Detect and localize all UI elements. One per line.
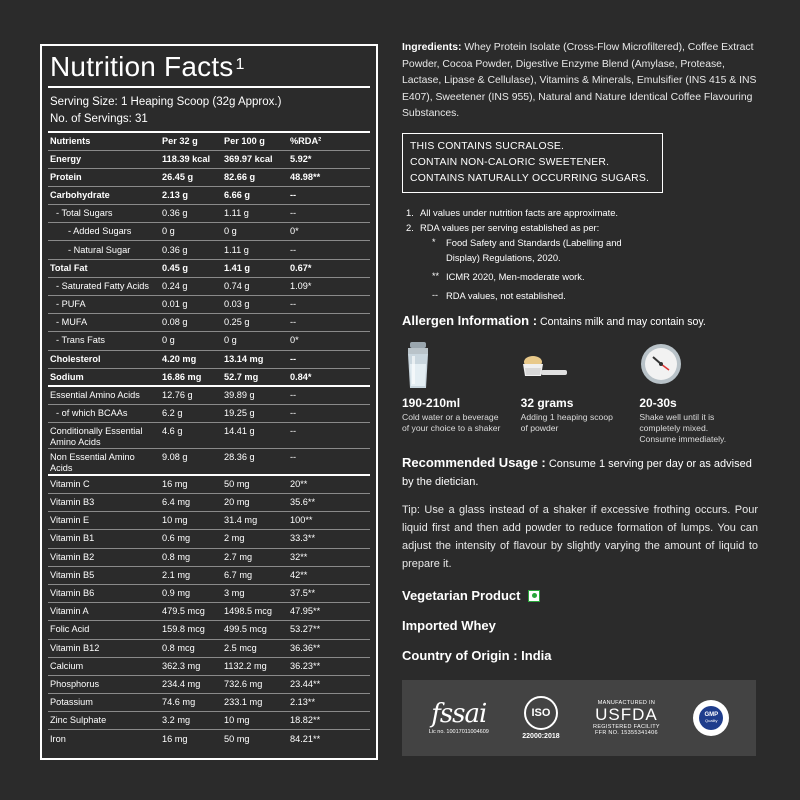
preparation-steps: [402, 342, 758, 450]
value-per-32g: 0.01 g: [160, 296, 222, 314]
value-rda: 84.21**: [288, 730, 370, 748]
value-per-32g: 234.4 mg: [160, 675, 222, 693]
value-rda: 20**: [288, 475, 370, 493]
header-nutrients: Nutrients: [48, 132, 160, 150]
nutrient-name: Vitamin A: [48, 603, 160, 621]
value-per-100g: 28.36 g: [222, 449, 288, 476]
value-rda: --: [288, 449, 370, 476]
value-per-100g: 31.4 mg: [222, 512, 288, 530]
value-per-100g: 0 g: [222, 332, 288, 350]
nutrition-table: [48, 131, 370, 748]
value-per-100g: 369.97 kcal: [222, 150, 288, 168]
table-row: [48, 405, 370, 423]
table-row: [48, 423, 370, 449]
step-water: [402, 342, 521, 450]
fssai-logo: fssai Lic no. 10017011004609: [428, 699, 489, 735]
value-per-100g: 1.11 g: [222, 241, 288, 259]
water-amount: 190-210ml: [402, 395, 461, 410]
value-per-100g: 0.74 g: [222, 277, 288, 295]
nutrient-name: Folic Acid: [48, 621, 160, 639]
value-rda: 1.09*: [288, 277, 370, 295]
nutrient-name: Carbohydrate: [48, 186, 160, 204]
value-per-32g: 16.86 mg: [160, 368, 222, 386]
nutrient-name: - Trans Fats: [48, 332, 160, 350]
value-per-32g: 118.39 kcal: [160, 150, 222, 168]
value-rda: --: [288, 314, 370, 332]
table-header-row: [48, 132, 370, 150]
value-per-32g: 4.20 mg: [160, 350, 222, 368]
value-per-100g: 732.6 mg: [222, 675, 288, 693]
value-per-32g: 6.4 mg: [160, 494, 222, 512]
value-per-32g: 6.2 g: [160, 405, 222, 423]
table-row: [48, 241, 370, 259]
value-per-32g: 16 mg: [160, 730, 222, 748]
value-per-100g: 1498.5 mcg: [222, 603, 288, 621]
nutrient-name: Iron: [48, 730, 160, 748]
table-row: [48, 675, 370, 693]
value-per-32g: 159.8 mcg: [160, 621, 222, 639]
value-rda: 35.6**: [288, 494, 370, 512]
servings-count: No. of Servings: 31: [50, 113, 148, 125]
value-per-32g: 0 g: [160, 223, 222, 241]
value-per-100g: 50 mg: [222, 475, 288, 493]
nutrient-name: Potassium: [48, 694, 160, 712]
value-per-100g: 233.1 mg: [222, 694, 288, 712]
table-row: [48, 259, 370, 277]
value-per-32g: 0.36 g: [160, 241, 222, 259]
value-per-32g: 0 g: [160, 332, 222, 350]
nutrient-name: Cholesterol: [48, 350, 160, 368]
nutrient-name: Essential Amino Acids: [48, 386, 160, 404]
nutrient-name: Sodium: [48, 368, 160, 386]
table-row: [48, 712, 370, 730]
footnote-rda-na: RDA values, not established.: [446, 289, 566, 301]
table-row: [48, 368, 370, 386]
table-row: [48, 494, 370, 512]
value-per-32g: 479.5 mcg: [160, 603, 222, 621]
value-per-32g: 0.24 g: [160, 277, 222, 295]
value-per-100g: 10 mg: [222, 712, 288, 730]
nutrient-name: - of which BCAAs: [48, 405, 160, 423]
value-per-32g: 0.9 mg: [160, 584, 222, 602]
nutrient-name: Protein: [48, 168, 160, 186]
value-per-100g: 39.89 g: [222, 386, 288, 404]
value-rda: --: [288, 386, 370, 404]
header-rda: %RDA²: [288, 132, 370, 150]
value-rda: 47.95**: [288, 603, 370, 621]
header-per100: Per 100 g: [222, 132, 288, 150]
nutrient-name: - Saturated Fatty Acids: [48, 277, 160, 295]
value-per-32g: 10 mg: [160, 512, 222, 530]
value-per-100g: 6.66 g: [222, 186, 288, 204]
table-row: [48, 386, 370, 404]
table-row: [48, 296, 370, 314]
nutrient-name: Vitamin B2: [48, 548, 160, 566]
table-row: [48, 566, 370, 584]
nutrient-name: Vitamin B3: [48, 494, 160, 512]
value-rda: --: [288, 405, 370, 423]
nutrient-name: Vitamin B6: [48, 584, 160, 602]
nutrient-name: Vitamin B5: [48, 566, 160, 584]
water-description: Cold water or a beverage of your choice to a shaker: [402, 411, 501, 433]
shaker-icon: [402, 342, 458, 388]
scoop-description: Adding 1 heaping scoop of powder: [520, 411, 613, 433]
usage-tip: Tip: Use a glass instead of a shaker if excessive frothing occurs. Pour liquid first and then add powder to reduce formation of lumps. You can adjust the intensity of flavour by slightly varying the amount of liquid to prepare it.: [402, 503, 758, 570]
value-per-32g: 0.8 mg: [160, 548, 222, 566]
value-per-100g: 6.7 mg: [222, 566, 288, 584]
table-row: [48, 475, 370, 493]
table-row: [48, 530, 370, 548]
value-rda: 48.98**: [288, 168, 370, 186]
value-per-32g: 2.13 g: [160, 186, 222, 204]
value-rda: 36.23**: [288, 657, 370, 675]
value-rda: 42**: [288, 566, 370, 584]
value-per-32g: 26.45 g: [160, 168, 222, 186]
value-rda: --: [288, 186, 370, 204]
scoop-icon: [521, 342, 577, 388]
value-per-32g: 12.76 g: [160, 386, 222, 404]
country-of-origin: Country of Origin : India: [402, 648, 552, 663]
warning-line: CONTAINS NATURALLY OCCURRING SUGARS.: [410, 172, 650, 184]
nutrient-name: - MUFA: [48, 314, 160, 332]
nutrient-name: Vitamin E: [48, 512, 160, 530]
value-per-32g: 0.08 g: [160, 314, 222, 332]
allergen-info: Allergen Information : Contains milk and may contain soy.: [402, 312, 706, 328]
table-row: [48, 277, 370, 295]
value-per-100g: 1.11 g: [222, 205, 288, 223]
value-per-100g: 1.41 g: [222, 259, 288, 277]
veg-mark-icon: [528, 590, 540, 602]
scoop-amount: 32 grams: [520, 395, 574, 410]
nutrient-name: Vitamin B12: [48, 639, 160, 657]
table-row: [48, 168, 370, 186]
value-per-32g: 3.2 mg: [160, 712, 222, 730]
footnote-fssai: Food Safety and Standards (Labelling and Display) Regulations, 2020.: [446, 236, 622, 263]
footnote-icmr: ICMR 2020, Men-moderate work.: [446, 270, 585, 282]
value-per-32g: 0.8 mcg: [160, 639, 222, 657]
nutrition-title: Nutrition Facts $^1$: [50, 51, 245, 82]
certifications-panel: [402, 680, 756, 756]
table-row: [48, 512, 370, 530]
nutrient-name: Phosphorus: [48, 675, 160, 693]
value-per-32g: 0.45 g: [160, 259, 222, 277]
value-per-32g: 0.36 g: [160, 205, 222, 223]
nutrient-name: Vitamin C: [48, 475, 160, 493]
nutrient-name: Non Essential Amino Acids: [48, 449, 160, 476]
header-per32: Per 32 g: [160, 132, 222, 150]
recommended-usage: Recommended Usage : Consume 1 serving per day or as advised by the dietician.: [402, 454, 752, 488]
imported-whey-label: Imported Whey: [402, 618, 496, 633]
nutrient-name: Zinc Sulphate: [48, 712, 160, 730]
value-rda: 37.5**: [288, 584, 370, 602]
ingredients: Ingredients: Whey Protein Isolate (Cross-Flow Microfiltered), Coffee Extract Powder, Cocoa Powder, Digestive Enzyme Blend (Amylase, Protease, Lactase, Lipase & Cellulase), Vitamins & Minerals, Emulsifier (INS 415 & INS E407), Sweetener (INS 955), Natural and Nature Identical Coffee Flavouring Substances.: [402, 42, 757, 119]
warning-line: CONTAIN NON-CALORIC SWEETENER.: [410, 156, 610, 168]
value-rda: 2.13**: [288, 694, 370, 712]
value-rda: 36.36**: [288, 639, 370, 657]
table-row: [48, 350, 370, 368]
serving-size: Serving Size: 1 Heaping Scoop (32g Approx.): [50, 96, 282, 108]
value-per-100g: 0 g: [222, 223, 288, 241]
value-rda: 100**: [288, 512, 370, 530]
table-row: [48, 332, 370, 350]
step-shake: [639, 342, 758, 450]
value-rda: 0.84*: [288, 368, 370, 386]
value-rda: 23.44**: [288, 675, 370, 693]
value-rda: 18.82**: [288, 712, 370, 730]
clock-icon: [639, 342, 695, 388]
value-rda: 32**: [288, 548, 370, 566]
value-per-100g: 2 mg: [222, 530, 288, 548]
value-per-100g: 14.41 g: [222, 423, 288, 449]
footnotes: 1. All values under nutrition facts are approximate. 2. RDA values per serving established as per: * Food Safety and Standards (Labelling and Display) Regulations, 2020. ** ICMR 2020, Men-moderate work. -- RDA values, not established.: [402, 205, 758, 303]
value-per-100g: 19.25 g: [222, 405, 288, 423]
footnote-2: RDA values per serving established as per:: [420, 221, 600, 233]
nutrient-name: - PUFA: [48, 296, 160, 314]
table-row: [48, 449, 370, 476]
value-rda: 0*: [288, 332, 370, 350]
step-scoop: [521, 342, 640, 450]
table-row: [48, 314, 370, 332]
shake-description: Shake well until it is completely mixed. Consume immediately.: [639, 411, 727, 444]
nutrient-name: Conditionally Essential Amino Acids: [48, 423, 160, 449]
nutrient-name: Calcium: [48, 657, 160, 675]
gmp-logo: GMP Quality: [693, 700, 729, 736]
nutrition-facts-panel: [40, 44, 378, 760]
value-per-32g: 2.1 mg: [160, 566, 222, 584]
value-per-100g: 3 mg: [222, 584, 288, 602]
value-per-100g: 2.5 mcg: [222, 639, 288, 657]
table-row: [48, 639, 370, 657]
usfda-logo: MANUFACTURED IN USFDA REGISTERED FACILITY FFR NO. 15355341406: [593, 700, 660, 736]
table-row: [48, 584, 370, 602]
value-per-100g: 50 mg: [222, 730, 288, 748]
sweetener-warning-box: [402, 133, 663, 193]
table-row: [48, 548, 370, 566]
value-per-100g: 82.66 g: [222, 168, 288, 186]
nutrient-name: Energy: [48, 150, 160, 168]
value-per-32g: 4.6 g: [160, 423, 222, 449]
value-rda: --: [288, 205, 370, 223]
value-per-32g: 0.6 mg: [160, 530, 222, 548]
value-rda: 5.92*: [288, 150, 370, 168]
value-per-32g: 74.6 mg: [160, 694, 222, 712]
table-row: [48, 657, 370, 675]
value-rda: --: [288, 350, 370, 368]
value-rda: --: [288, 423, 370, 449]
value-per-100g: 1132.2 mg: [222, 657, 288, 675]
value-per-32g: 362.3 mg: [160, 657, 222, 675]
warning-line: THIS CONTAINS SUCRALOSE.: [410, 140, 565, 152]
value-per-100g: 2.7 mg: [222, 548, 288, 566]
value-per-100g: 20 mg: [222, 494, 288, 512]
value-rda: 33.3**: [288, 530, 370, 548]
nutrient-name: Vitamin B1: [48, 530, 160, 548]
table-row: [48, 150, 370, 168]
table-row: [48, 603, 370, 621]
value-rda: 0.67*: [288, 259, 370, 277]
nutrient-name: Total Fat: [48, 259, 160, 277]
value-per-100g: 499.5 mcg: [222, 621, 288, 639]
value-per-100g: 52.7 mg: [222, 368, 288, 386]
table-row: [48, 186, 370, 204]
nutrient-name: - Total Sugars: [48, 205, 160, 223]
table-row: [48, 223, 370, 241]
value-per-100g: 0.25 g: [222, 314, 288, 332]
value-per-100g: 0.03 g: [222, 296, 288, 314]
table-row: [48, 621, 370, 639]
value-rda: --: [288, 296, 370, 314]
nutrient-name: - Added Sugars: [48, 223, 160, 241]
table-row: [48, 694, 370, 712]
value-rda: 53.27**: [288, 621, 370, 639]
shake-time: 20-30s: [639, 395, 677, 410]
table-row: [48, 205, 370, 223]
value-per-32g: 16 mg: [160, 475, 222, 493]
info-column: [402, 40, 758, 665]
table-row: [48, 730, 370, 748]
value-per-100g: 13.14 mg: [222, 350, 288, 368]
value-rda: 0*: [288, 223, 370, 241]
nutrient-name: - Natural Sugar: [48, 241, 160, 259]
value-per-32g: 9.08 g: [160, 449, 222, 476]
footnote-1: All values under nutrition facts are approximate.: [420, 206, 619, 218]
value-rda: --: [288, 241, 370, 259]
vegetarian-label: Vegetarian Product: [402, 587, 758, 605]
iso-logo: ISO 22000:2018: [522, 696, 559, 740]
